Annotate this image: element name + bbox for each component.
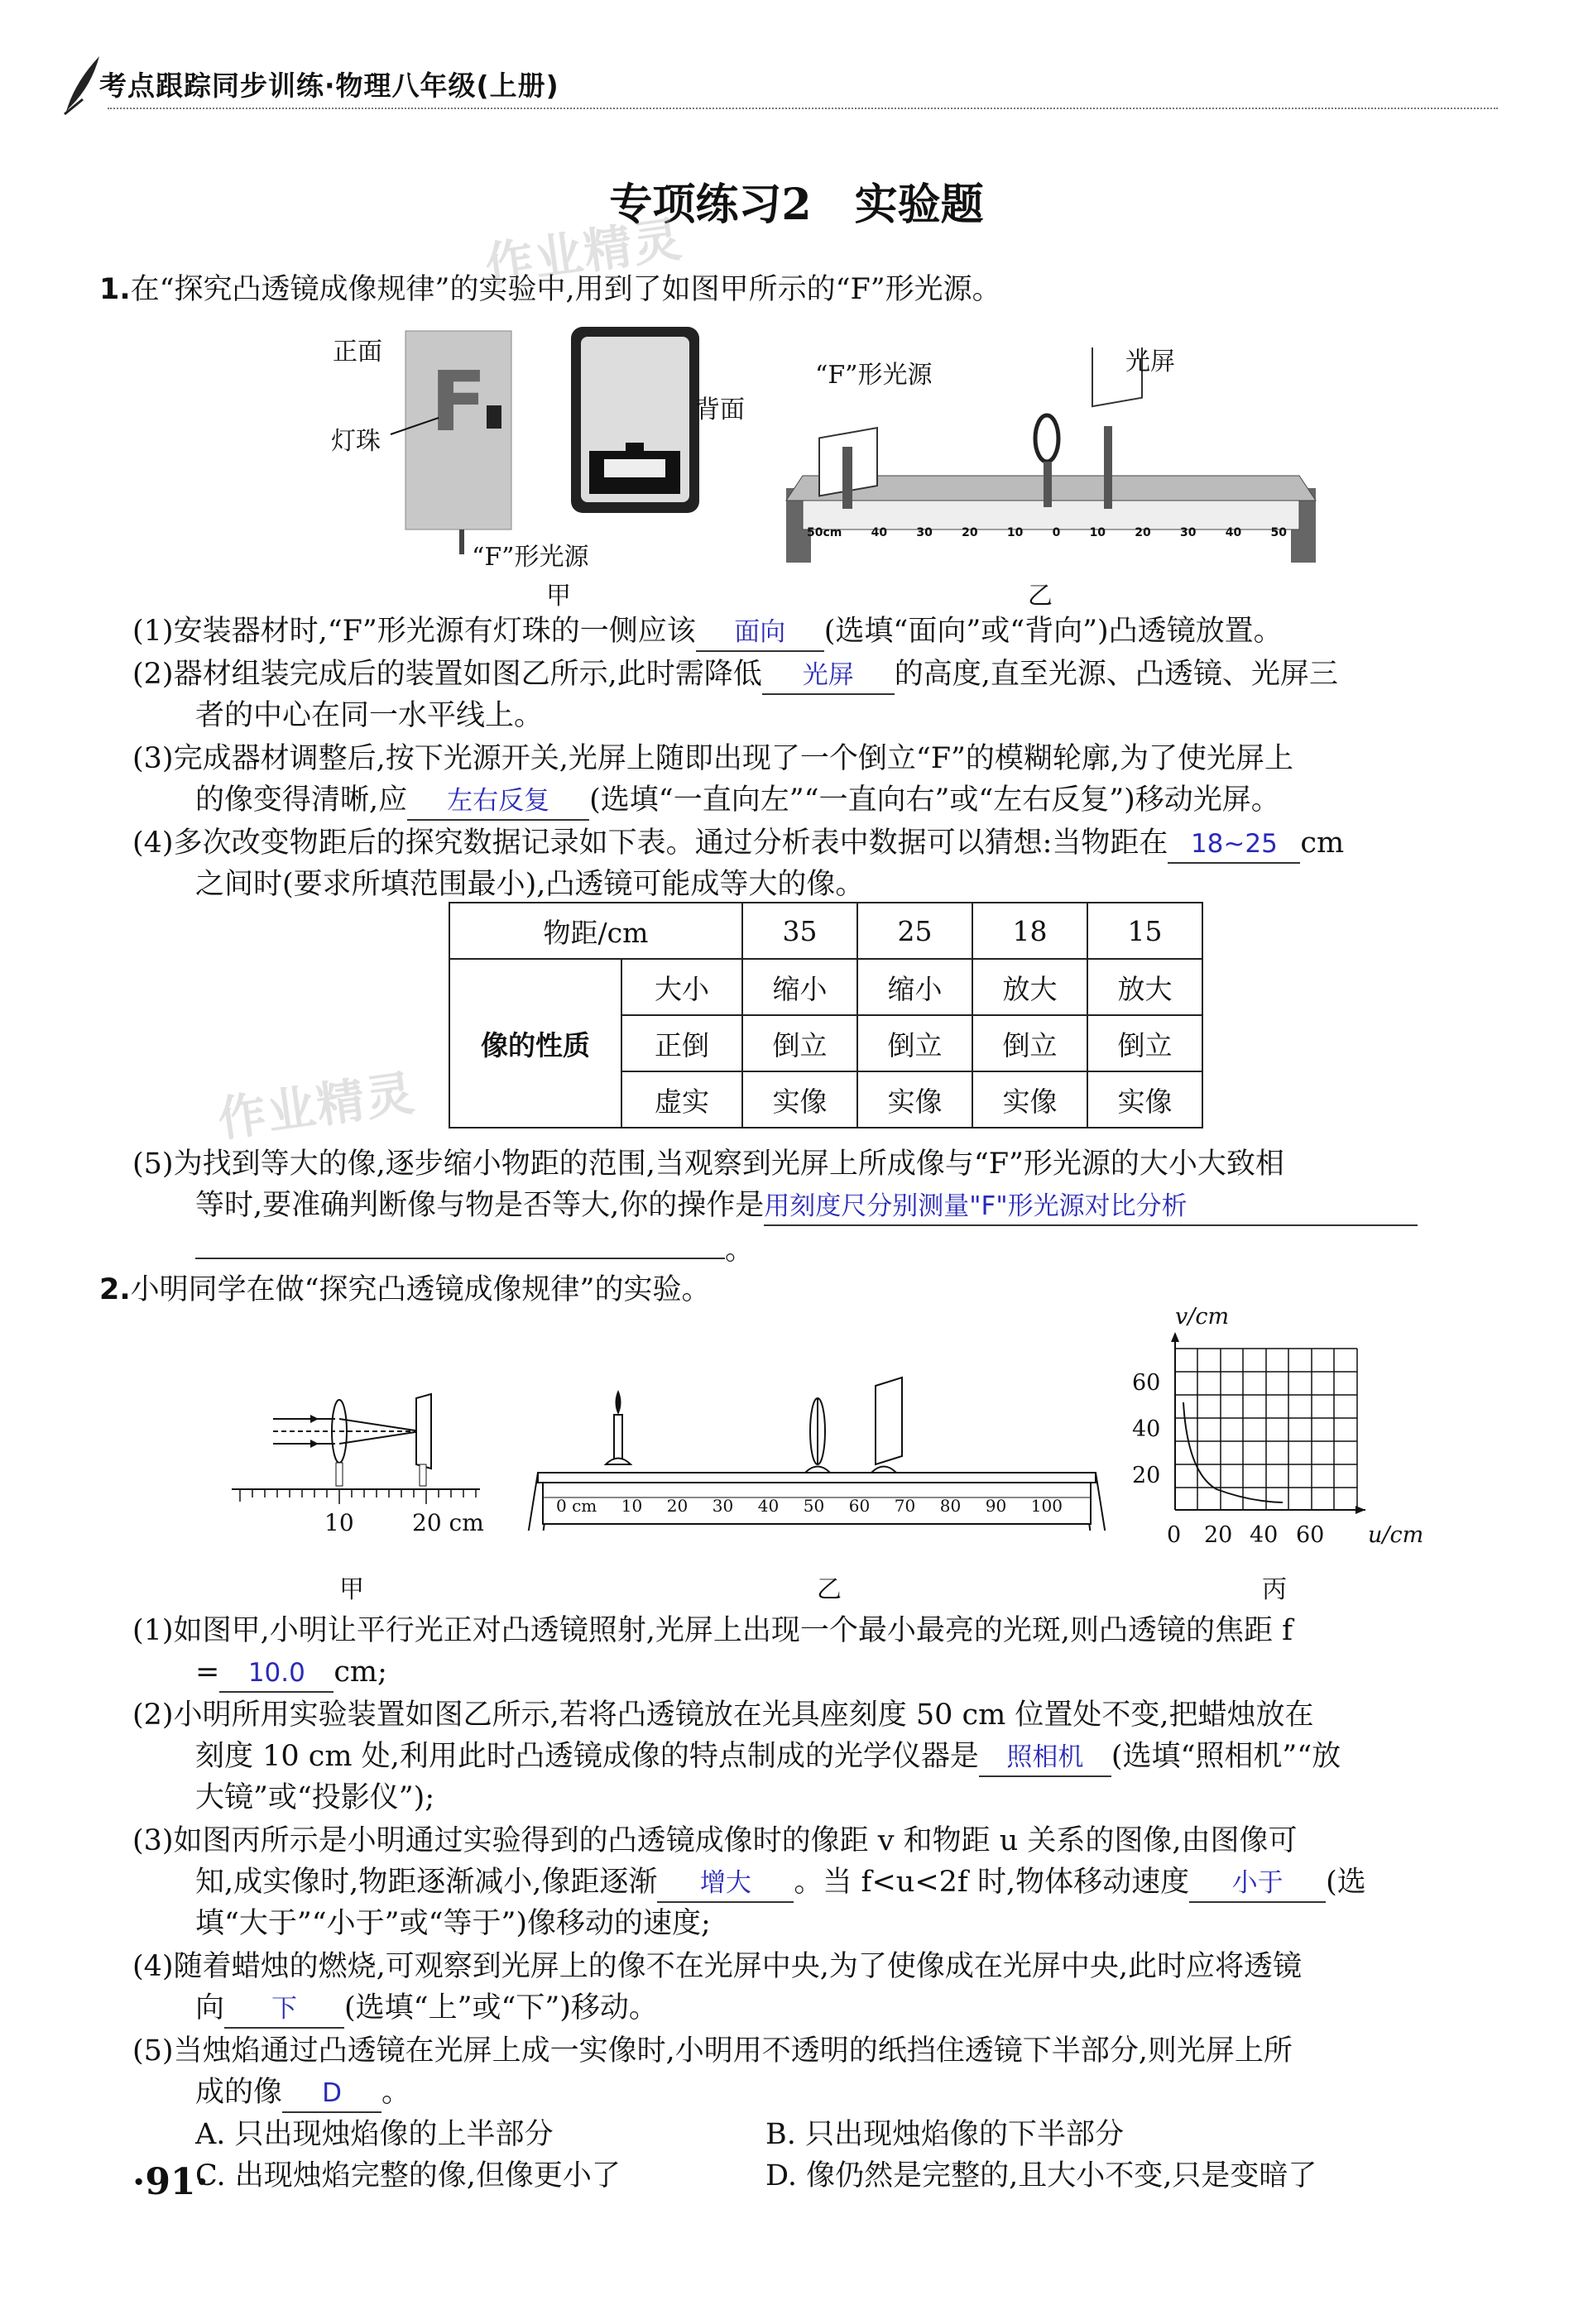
graph-ytick: 60: [1132, 1370, 1161, 1396]
table-cell: 放大: [972, 959, 1087, 1015]
f-source-label: “F”形光源: [815, 361, 933, 390]
figure-jia-q1: [323, 323, 753, 571]
figure-caption-bing: 丙: [1262, 1575, 1287, 1604]
table-cell: 实像: [972, 1071, 1087, 1128]
scale-tick: 30: [712, 1496, 734, 1516]
table-cell: 倒立: [972, 1015, 1087, 1071]
scale-tick: 90: [985, 1496, 1007, 1516]
answer-blank[interactable]: 下: [224, 1991, 344, 2029]
q2-part2-line3: 大镜”或“投影仪”);: [195, 1781, 435, 1814]
table-cell: 实像: [857, 1071, 972, 1128]
figure-caption-yi: 乙: [1028, 582, 1053, 611]
svg-text:F: F: [430, 353, 487, 450]
watermark: 作业精灵: [214, 1064, 420, 1148]
figure-caption-yi: 乙: [817, 1575, 842, 1604]
table-cell: 实像: [742, 1071, 857, 1128]
scale-tick: 80: [939, 1496, 962, 1516]
scale-tick: 30: [916, 526, 933, 539]
figure-caption-jia: 甲: [546, 582, 571, 611]
table-cell: 15: [1087, 903, 1202, 959]
jia-tick: 20 cm: [412, 1509, 484, 1536]
front-label: 正面: [333, 338, 382, 367]
q1-part4: (4)多次改变物距后的探究数据记录如下表。通过分析表中数据可以猜想:当物距在 18~25 cm: [132, 822, 1344, 864]
table-cell: 实像: [1087, 1071, 1202, 1128]
table-cell: 倒立: [857, 1015, 972, 1071]
q2-part5-line2: 成的像 D 。: [195, 2072, 410, 2113]
scale-tick: 20: [666, 1496, 689, 1516]
page-header: 考点跟踪同步训练·物理八年级(上册): [99, 69, 559, 102]
scale-tick: 70: [894, 1496, 916, 1516]
q2-part3-line3: 填“大于”“小于”或“等于”)像移动的速度;: [195, 1907, 711, 1940]
scale-tick: 20: [962, 526, 978, 539]
answer-blank[interactable]: 面向: [696, 614, 824, 652]
light-screen-label: 光屏: [1125, 347, 1175, 376]
q2-part4: (4)随着蜡烛的燃烧,可观察到光屏上的像不在光屏中央,为了使像成在光屏中央,此时应将透镜: [132, 1950, 1302, 1983]
scale-tick: 50: [1270, 526, 1287, 539]
distance-header: 物距/cm: [449, 903, 742, 959]
q2-part1: (1)如图甲,小明让平行光正对凸透镜照射,光屏上出现一个最小最亮的光斑,则凸透镜的焦距 f: [132, 1614, 1293, 1647]
answer-blank[interactable]: 照相机: [979, 1739, 1111, 1777]
answer-blank[interactable]: 10.0: [219, 1655, 333, 1693]
table-cell: 倒立: [1087, 1015, 1202, 1071]
page-title: 专项练习2 实验题: [609, 180, 984, 230]
table-cell: 放大: [1087, 959, 1202, 1015]
graph-xtick: 0: [1167, 1522, 1182, 1548]
q1-part3-line2: 的像变得清晰,应 左右反复 (选填“一直向左”“一直向右”或“左右反复”)移动光屏。: [195, 779, 1280, 821]
scale-tick: 10: [1006, 526, 1024, 539]
table-cell: 缩小: [742, 959, 857, 1015]
answer-blank[interactable]: 增大: [657, 1865, 794, 1903]
scale-tick: 40: [1225, 526, 1242, 539]
q2-part4-line2: 向 下 (选填“上”或“下”)移动。: [195, 1987, 658, 2029]
page-number: ·91·: [132, 2161, 209, 2203]
scale-tick: 40: [871, 526, 888, 539]
q1-part5-line3: 。: [195, 1229, 754, 1271]
scale-tick: 40: [757, 1496, 780, 1516]
bench-scale: [807, 526, 1287, 539]
q1-part3: (3)完成器材调整后,按下光源开关,光屏上随即出现了一个倒立“F”的模糊轮廓,为了使光屏上: [132, 742, 1294, 775]
scale-tick: 50: [803, 1496, 825, 1516]
table-cell: 35: [742, 903, 857, 959]
answer-blank[interactable]: 左右反复: [407, 783, 589, 821]
answer-blank[interactable]: 光屏: [762, 657, 895, 695]
q2-part2: (2)小明所用实验装置如图乙所示,若将凸透镜放在光具座刻度 50 cm 位置处不变,把蜡烛放在: [132, 1699, 1314, 1732]
answer-blank-continued[interactable]: [195, 1258, 725, 1259]
scale-tick: 50cm: [807, 526, 842, 539]
scale-tick: 0 cm: [556, 1496, 597, 1516]
scale-tick: 20: [1135, 526, 1151, 539]
figure-jia-q2: [228, 1382, 492, 1514]
bead-label: 灯珠: [331, 427, 381, 456]
q1-part1: (1)安装器材时,“F”形光源有灯珠的一侧应该 面向 (选填“面向”或“背向”)凸透镜放置。: [132, 611, 1283, 652]
header-divider: [108, 108, 1498, 109]
option-a[interactable]: A. 只出现烛焰像的上半部分: [195, 2118, 554, 2151]
q2-part5: (5)当烛焰通过凸透镜在光屏上成一实像时,小明用不透明的纸挡住透镜下半部分,则光屏上所: [132, 2034, 1293, 2068]
table-cell: 虚实: [621, 1071, 742, 1128]
answer-blank[interactable]: 用刻度尺分别测量"F"形光源对比分析: [764, 1188, 1418, 1226]
scale-tick: 10: [1089, 526, 1106, 539]
scale-tick: 10: [621, 1496, 643, 1516]
table-row: [449, 959, 1202, 1015]
q1-part2-line2: 者的中心在同一水平线上。: [195, 699, 544, 732]
graph-xtick: 20: [1204, 1522, 1233, 1548]
graph-ytick: 40: [1132, 1416, 1161, 1442]
option-d[interactable]: D. 像仍然是完整的,且大小不变,只是变暗了: [765, 2159, 1317, 2192]
q2-part3-line2: 知,成实像时,物距逐渐减小,像距逐渐 增大 。当 f<u<2f 时,物体移动速度 小于 (选: [195, 1862, 1366, 1903]
answer-blank[interactable]: 小于: [1189, 1865, 1326, 1903]
answer-blank[interactable]: D: [282, 2075, 381, 2113]
table-cell: 大小: [621, 959, 742, 1015]
q2-part2-line2: 刻度 10 cm 处,利用此时凸透镜成像的特点制成的光学仪器是 照相机 (选填“照相机”“放: [195, 1736, 1341, 1777]
uv-graph: [1159, 1332, 1365, 1539]
answer-blank[interactable]: 18~25: [1168, 826, 1300, 864]
q1-part4-line2: 之间时(要求所填范围最小),凸透镜可能成等大的像。: [195, 868, 865, 901]
q1-part2: (2)器材组装完成后的装置如图乙所示,此时需降低 光屏 的高度,直至光源、凸透镜、光屏三: [132, 654, 1338, 695]
graph-xtick: 60: [1296, 1522, 1325, 1548]
q2-part3: (3)如图丙所示是小明通过实验得到的凸透镜成像时的像距 v 和物距 u 关系的图像,由图像可: [132, 1824, 1298, 1857]
graph-ylabel: v/cm: [1175, 1304, 1230, 1330]
scale-tick: 30: [1180, 526, 1197, 539]
figure-caption-jia: 甲: [339, 1575, 364, 1604]
scale-tick: 100: [1030, 1496, 1063, 1516]
table-cell: 缩小: [857, 959, 972, 1015]
table-cell: 18: [972, 903, 1087, 959]
property-header: 像的性质: [449, 959, 621, 1128]
graph-xtick: 40: [1250, 1522, 1279, 1548]
graph-ytick: 20: [1132, 1463, 1161, 1488]
back-label: 背面: [695, 395, 745, 424]
watermark: 作业精灵: [482, 210, 687, 295]
q1-stem: 1.在“探究凸透镜成像规律”的实验中,用到了如图甲所示的“F”形光源。: [99, 273, 1001, 306]
table-cell: 25: [857, 903, 972, 959]
scale-tick: 60: [848, 1496, 871, 1516]
q1-part5: (5)为找到等大的像,逐步缩小物距的范围,当观察到光屏上所成像与“F”形光源的大小大致相: [132, 1148, 1284, 1181]
scale-tick: 0: [1052, 526, 1061, 539]
image-property-table: [449, 902, 1203, 1128]
jia-tick: 10: [324, 1509, 354, 1536]
q2-stem: 2.小明同学在做“探究凸透镜成像规律”的实验。: [99, 1273, 711, 1306]
q1-part5-line2: 等时,要准确判断像与物是否等大,你的操作是用刻度尺分别测量"F"形光源对比分析: [195, 1185, 1418, 1226]
option-b[interactable]: B. 只出现烛焰像的下半部分: [765, 2118, 1124, 2151]
option-c[interactable]: C. 出现烛焰完整的像,但像更小了: [195, 2159, 621, 2192]
yi-scale: [556, 1496, 1063, 1516]
table-cell: 正倒: [621, 1015, 742, 1071]
source-caption: “F”形光源: [472, 543, 589, 572]
q2-part1-line2: = 10.0 cm;: [195, 1651, 387, 1693]
table-cell: 倒立: [742, 1015, 857, 1071]
graph-xlabel: u/cm: [1368, 1522, 1424, 1548]
